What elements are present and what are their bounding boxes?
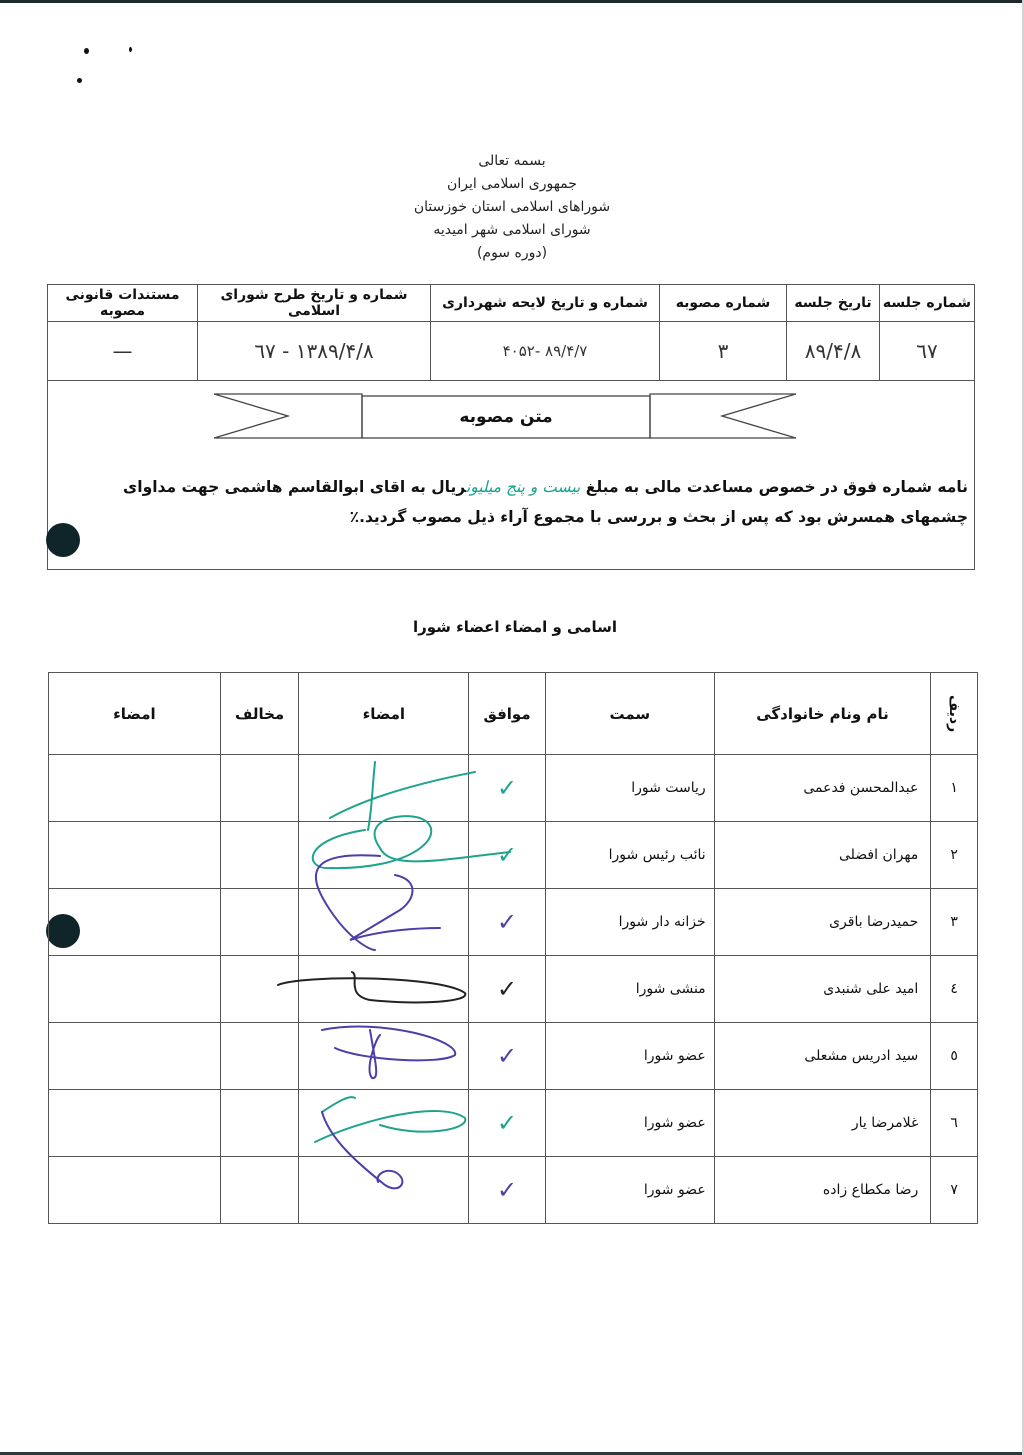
member-name: رضا مکطاع زاده	[714, 1157, 931, 1224]
member-name: سید ادریس مشعلی	[714, 1023, 931, 1090]
member-role: خزانه دار شورا	[545, 889, 714, 956]
members-section-title: اسامی و امضاء اعضاء شورا	[412, 618, 618, 636]
member-oppose-signature-cell	[49, 755, 221, 822]
member-signature-cell	[299, 889, 469, 956]
member-oppose-signature-cell	[49, 822, 221, 889]
member-role: عضو شورا	[545, 1090, 714, 1157]
member-role: منشی شورا	[545, 956, 714, 1023]
member-name: امید علی شنبدی	[714, 956, 931, 1023]
scan-speck	[129, 47, 132, 52]
resolution-text	[58, 472, 968, 532]
member-signature-cell	[299, 755, 469, 822]
resolution-title: متن مصوبه	[459, 407, 553, 427]
col-header-signature-2: امضاء	[49, 673, 221, 755]
scan-speck	[77, 78, 82, 83]
member-agree-cell	[469, 822, 546, 889]
member-oppose-signature-cell	[49, 1157, 221, 1224]
member-name: غلامرضا یار	[714, 1090, 931, 1157]
meta-council-plan: ۱۳۸۹/۴/۸ - ٦٧	[198, 322, 431, 381]
member-oppose-signature-cell	[49, 889, 221, 956]
member-signature-cell	[299, 822, 469, 889]
checkmark-icon: ✓	[496, 774, 518, 802]
member-oppose-cell	[220, 1157, 299, 1224]
member-oppose-cell	[220, 1023, 299, 1090]
resolution-meta-table	[47, 284, 975, 381]
member-row	[49, 1157, 978, 1224]
meta-header-council-plan: شماره و تاریخ طرح شورای اسلامی	[198, 285, 431, 322]
header-city-council: شورای اسلامی شهر امیدیه	[433, 222, 591, 238]
member-role: ریاست شورا	[545, 755, 714, 822]
member-row	[49, 889, 978, 956]
meta-header-session-date: تاریخ جلسه	[787, 285, 880, 322]
members-table	[48, 672, 978, 1224]
header-invocation: بسمه تعالی	[478, 153, 546, 169]
checkmark-icon: ✓	[496, 1176, 518, 1204]
col-header-role: سمت	[545, 673, 714, 755]
member-oppose-cell	[220, 1090, 299, 1157]
member-oppose-signature-cell	[49, 956, 221, 1023]
header-country: جمهوری اسلامی ایران	[447, 176, 577, 192]
member-oppose-signature-cell	[49, 1090, 221, 1157]
scan-speck	[84, 48, 89, 54]
members-body	[49, 755, 978, 1224]
meta-header-municipal-bill: شماره و تاریخ لایحه شهرداری	[431, 285, 660, 322]
member-agree-cell	[469, 1090, 546, 1157]
resolution-text-part2: ریال به اقای ابوالقاسم هاشمی جهت مداوای چشمهای همسرش بود که پس از بحث و بررسی با مجموع آراء ذیل مصوب گردید.٪	[123, 478, 968, 526]
member-row-number: ۷	[931, 1157, 978, 1224]
col-header-agree: موافق	[469, 673, 546, 755]
meta-municipal-bill: ۸۹/۴/۷ -۴۰۵۲	[431, 322, 660, 381]
member-name: عبدالمحسن فدعمی	[714, 755, 931, 822]
member-row	[49, 956, 978, 1023]
member-row-number: ٦	[931, 1090, 978, 1157]
header-term: (دوره سوم)	[476, 245, 548, 261]
meta-header-resolution-number: شماره مصوبه	[660, 285, 787, 322]
meta-session-number: ٦٧	[880, 322, 975, 381]
member-row-number: ۳	[931, 889, 978, 956]
member-row-number: ٤	[931, 956, 978, 1023]
header-province-councils: شوراهای اسلامی استان خوزستان	[413, 199, 611, 215]
member-agree-cell	[469, 1023, 546, 1090]
meta-header-row	[48, 285, 975, 322]
meta-header-session-number: شماره جلسه	[880, 285, 975, 322]
checkmark-icon: ✓	[496, 841, 518, 869]
member-agree-cell	[469, 1157, 546, 1224]
member-row-number: ۲	[931, 822, 978, 889]
member-oppose-signature-cell	[49, 1023, 221, 1090]
members-header-row	[49, 673, 978, 755]
resolution-text-part1: نامه شماره فوق در خصوص مساعدت مالی به مبلغ	[580, 478, 968, 496]
meta-resolution-number: ۳	[660, 322, 787, 381]
checkmark-icon: ✓	[496, 975, 518, 1003]
member-agree-cell	[469, 889, 546, 956]
member-agree-cell	[469, 956, 546, 1023]
member-row	[49, 822, 978, 889]
member-row	[49, 755, 978, 822]
member-signature-cell	[299, 956, 469, 1023]
member-oppose-cell	[220, 889, 299, 956]
meta-header-legal-docs: مستندات قانونی مصوبه	[48, 285, 198, 322]
punch-hole	[46, 523, 80, 557]
checkmark-icon: ✓	[496, 908, 518, 936]
member-role: عضو شورا	[545, 1023, 714, 1090]
member-oppose-cell	[220, 956, 299, 1023]
col-header-signature: امضاء	[299, 673, 469, 755]
member-signature-cell	[299, 1090, 469, 1157]
meta-session-date: ۸۹/۴/۸	[787, 322, 880, 381]
ribbon-right-tail	[650, 394, 796, 438]
meta-legal-docs: —	[48, 322, 198, 381]
member-row-number: ۱	[931, 755, 978, 822]
member-signature-cell	[299, 1157, 469, 1224]
handwritten-amount: بیست و پنج میلیون	[465, 478, 581, 496]
member-oppose-cell	[220, 755, 299, 822]
member-oppose-cell	[220, 822, 299, 889]
checkmark-icon: ✓	[496, 1042, 518, 1070]
member-row	[49, 1090, 978, 1157]
meta-value-row	[48, 322, 975, 381]
col-header-name: نام ونام خانوادگی	[714, 673, 931, 755]
member-agree-cell	[469, 755, 546, 822]
member-signature-cell	[299, 1023, 469, 1090]
member-role: نائب رئیس شورا	[545, 822, 714, 889]
scan-border-top	[0, 0, 1024, 3]
col-header-oppose: مخالف	[220, 673, 299, 755]
member-name: مهران افضلی	[714, 822, 931, 889]
member-row-number: ٥	[931, 1023, 978, 1090]
ribbon-left-tail	[214, 394, 362, 438]
checkmark-icon: ✓	[496, 1109, 518, 1137]
document-header	[362, 150, 662, 265]
member-row	[49, 1023, 978, 1090]
member-role: عضو شورا	[545, 1157, 714, 1224]
col-header-row-number: ردیف	[931, 673, 978, 755]
member-name: حمیدرضا باقری	[714, 889, 931, 956]
